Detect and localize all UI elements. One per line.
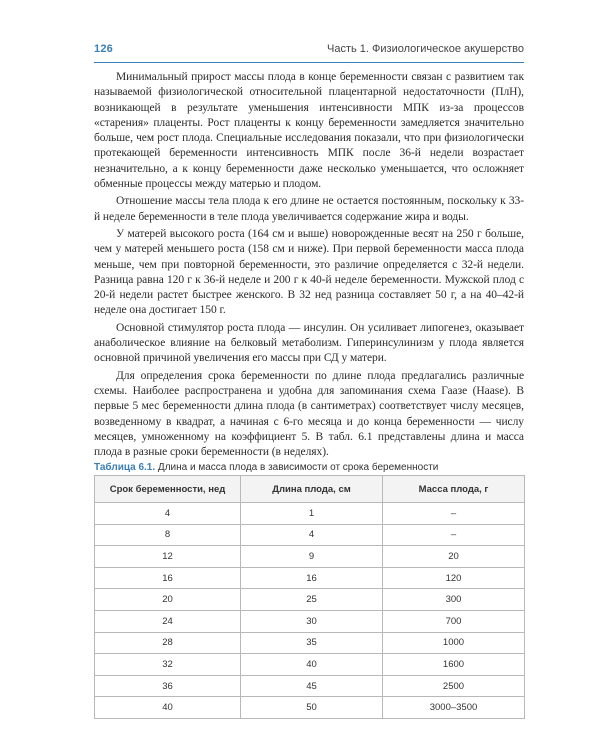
- cell-term: 40: [95, 697, 241, 719]
- cell-term: 28: [95, 632, 241, 654]
- column-header-mass: Масса плода, г: [383, 476, 525, 503]
- cell-term: 32: [95, 654, 241, 676]
- table-row: [95, 524, 525, 546]
- cell-term: 4: [95, 503, 241, 525]
- cell-term: 8: [95, 524, 241, 546]
- table-row: [95, 697, 525, 719]
- column-header-length: Длина плода, см: [241, 476, 383, 503]
- paragraph: У матерей высокого роста (164 см и выше) новорожденные весят на 250 г больше, чем у матерей меньшего роста (158 см и ниже). При первой беременности масса плода меньше, чем при повторной беременности, это различие определяется с 32-й недели. Разница равна 120 г к 36-й неделе и 200 г к 40-й неделе беременности. Мужской плод с 20-й недели растет быстрее женского. В 32 нед разница составляет 50 г, а на 40–42-й неделе она достигает 150 г.: [94, 227, 524, 317]
- cell-mass: 700: [383, 610, 525, 632]
- table-row: [95, 546, 525, 568]
- cell-length: 1: [241, 503, 383, 525]
- cell-mass: 20: [383, 546, 525, 568]
- cell-mass: 1600: [383, 654, 525, 676]
- cell-length: 4: [241, 524, 383, 546]
- table-caption-label: Таблица 6.1.: [94, 462, 156, 473]
- table-row: [95, 503, 525, 525]
- table-row: [95, 632, 525, 654]
- cell-term: 20: [95, 589, 241, 611]
- page-number: 126: [94, 43, 113, 55]
- paragraph: Минимальный прирост массы плода в конце беременности связан с развитием так называемой физиологической относительной плацентарной недостаточности (ПлН), возникающей в результате уменьшения интенсивности МПК из-за процессов «старения» плаценты. Рост плаценты к концу беременности замедляется значительно больше, чем рост плода. Специальные исследования показали, что при физиологически протекающей беременности интенсивность МПК после 36-й недели возрастает незначительно, а к концу беременности даже несколько уменьшается, что осложняет обменные процессы между матерью и плодом.: [94, 71, 524, 191]
- cell-term: 16: [95, 567, 241, 589]
- table-row: [95, 567, 525, 589]
- paragraph: Основной стимулятор роста плода — инсулин. Он усиливает липогенез, оказывает анаболическое влияние на белковый метаболизм. Гиперинсулинизм у плода является основной причиной увеличения его массы при СД у матери.: [94, 321, 524, 365]
- table-header-row: [95, 476, 525, 503]
- header-rule: [94, 62, 524, 63]
- table-row: [95, 589, 525, 611]
- table-caption-text: Длина и масса плода в зависимости от срока беременности: [155, 462, 439, 473]
- cell-length: 45: [241, 675, 383, 697]
- cell-mass: 300: [383, 589, 525, 611]
- cell-mass: –: [383, 503, 525, 525]
- cell-length: 25: [241, 589, 383, 611]
- cell-mass: 1000: [383, 632, 525, 654]
- cell-length: 40: [241, 654, 383, 676]
- table-row: [95, 610, 525, 632]
- fetal-size-table: [94, 475, 525, 719]
- cell-length: 9: [241, 546, 383, 568]
- paragraph: Отношение массы тела плода к его длине не остается постоянным, поскольку к 33-й неделе беременности в теле плода увеличивается содержание жира и воды.: [94, 195, 524, 223]
- column-header-term: Срок беременности, нед: [95, 476, 241, 503]
- cell-mass: 3000–3500: [383, 697, 525, 719]
- cell-length: 50: [241, 697, 383, 719]
- cell-length: 35: [241, 632, 383, 654]
- cell-mass: –: [383, 524, 525, 546]
- body-text: [94, 70, 524, 462]
- cell-term: 36: [95, 675, 241, 697]
- cell-mass: 2500: [383, 675, 525, 697]
- table-caption: [94, 462, 524, 473]
- cell-term: 12: [95, 546, 241, 568]
- paragraph: Для определения срока беременности по длине плода предлагались различные схемы. Наиболее распространена и удобна для запоминания схема Гаазе (Haase). В первые 5 мес беременности длина плода (в сантиметрах) соответствует числу месяцев, возведенному в квадрат, а начиная с 6-го месяца и до конца беременности — числу месяцев, умноженному на коэффициент 5. В табл. 6.1 представлены длина и масса плода в разные сроки беременности (в неделях).: [94, 369, 524, 459]
- cell-length: 16: [241, 567, 383, 589]
- table-row: [95, 654, 525, 676]
- chapter-title: Часть 1. Физиологическое акушерство: [327, 43, 524, 55]
- cell-mass: 120: [383, 567, 525, 589]
- cell-term: 24: [95, 610, 241, 632]
- cell-length: 30: [241, 610, 383, 632]
- table-row: [95, 675, 525, 697]
